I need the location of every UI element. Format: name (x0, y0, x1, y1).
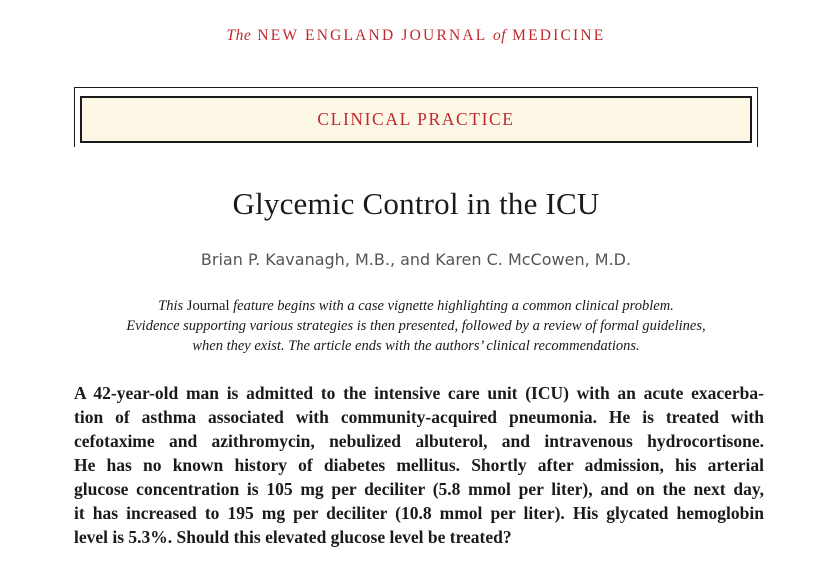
intro-line-3: when they exist. The article ends with the authors’ clinical recommendations. (192, 338, 640, 354)
case-vignette (74, 381, 764, 549)
masthead-name-part2: MEDICINE (512, 27, 606, 44)
intro-line-1-prefix: This (158, 298, 184, 314)
vignette-line: glucose concentration is 105 mg per deciliter (5.8 mmol per liter), and on the next day, (74, 479, 764, 499)
vignette-line: A 42-year-old man is admitted to the intensive care unit (ICU) with an acute exacerba- (74, 383, 764, 403)
section-band-label: CLINICAL PRACTICE (317, 109, 515, 129)
intro-journal-word: Journal (186, 298, 230, 314)
vignette-line: cefotaxime and azithromycin, nebulized albuterol, and intravenous hydrocortisone. (74, 431, 764, 451)
vignette-line: tion of asthma associated with community-acquired pneumonia. He is treated with (74, 407, 764, 427)
feature-intro (60, 296, 772, 356)
article-authors: Brian P. Kavanagh, M.B., and Karen C. McCowen, M.D. (200, 250, 632, 269)
vignette-line: He has no known history of diabetes mellitus. Shortly after admission, his arterial (74, 455, 764, 475)
journal-masthead (0, 27, 832, 45)
intro-line-1 (60, 296, 772, 316)
masthead-the: The (226, 27, 252, 44)
masthead-name-part1: NEW ENGLAND JOURNAL (257, 27, 487, 44)
section-band (80, 96, 752, 143)
vignette-line: it has increased to 195 mg per deciliter (10.8 mmol per liter). His glycated hemoglobin (74, 503, 764, 523)
masthead-of: of (492, 27, 507, 44)
intro-line-1-rest: feature begins with a case vignette highlighting a common clinical problem. (233, 298, 674, 314)
article-title: Glycemic Control in the ICU (232, 186, 600, 221)
vignette-line: level is 5.3%. Should this elevated glucose level be treated? (74, 527, 512, 547)
intro-line-2: Evidence supporting various strategies is then presented, followed by a review of formal guidelines, (126, 318, 706, 334)
